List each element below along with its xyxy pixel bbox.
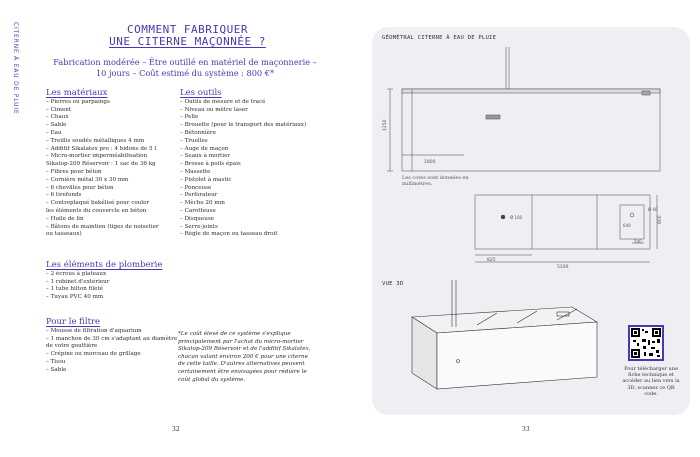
filter-item: – Sable	[46, 366, 67, 373]
filter-item: – Tissu	[46, 358, 66, 365]
right-page	[350, 0, 700, 457]
plumbing-item: – Tuyau PVC 40 mm	[46, 294, 104, 301]
tool-item: – Pistolet à mastic	[180, 176, 232, 183]
plumbing-item: – 1 tube hilton fileté	[46, 286, 103, 293]
dim-hole-small: Ø 100	[510, 215, 523, 220]
hole-large	[630, 213, 634, 217]
material-item: ou tasseaux)	[46, 231, 82, 238]
front-elevation	[387, 47, 660, 171]
top-view	[475, 195, 657, 262]
dim-hole-large: Ø 40	[648, 207, 658, 212]
page-subtitle	[50, 57, 320, 79]
plumbing-list	[46, 271, 186, 302]
tool-item: – Brosse à poils épais	[180, 161, 241, 168]
material-item: – Pierres ou parpaings	[46, 98, 110, 105]
dim-hatch-w: 540	[634, 239, 642, 244]
dim-front-width: 1800	[424, 160, 436, 165]
chapter-tab	[8, 22, 22, 132]
dim-front-height: 1250	[383, 119, 388, 131]
qr-caption: Pour télécharger une fiche technique et accéder au lien vers la 3D, scannez ce QR code.	[622, 366, 680, 397]
plumbing-section	[46, 262, 186, 302]
filter-section	[46, 319, 186, 375]
filter-list	[46, 328, 186, 375]
tool-item: – Outils de mesure et de tracé	[180, 98, 266, 105]
material-item: – Bâtons de maintien (tiges de noisetier	[46, 223, 159, 230]
tools-heading: Les outils	[180, 88, 222, 98]
material-item: – Fibres pour béton	[46, 168, 102, 175]
material-item: – Huile de lin	[46, 215, 84, 222]
materials-section	[46, 90, 176, 239]
filter-heading: Pour le filtre	[46, 317, 101, 327]
dim-top-depth: 800	[658, 215, 663, 224]
tool-item: – Truelles	[180, 137, 208, 144]
filter-item: de votre gouttière	[46, 343, 98, 350]
materials-list	[46, 99, 176, 239]
tool-item: – Ponceuse	[180, 184, 212, 191]
qr-code[interactable]	[628, 325, 664, 361]
tool-item: – Disqueuse	[180, 215, 214, 222]
tool-item: – Seaux à mortier	[180, 153, 231, 160]
filter-item: – 1 manchon de 30 cm s'adaptant au diamètre	[46, 335, 178, 342]
tool-item: – Carotteuse	[180, 207, 216, 214]
materials-heading: Les matériaux	[46, 88, 108, 98]
material-item: les éléments du couvercle en béton	[46, 207, 147, 214]
dim-hatch-h: 640	[623, 223, 631, 228]
dimensions-note: Les cotes sont données en millimètres.	[402, 175, 469, 188]
tool-item: – Règle de maçon ou tasseau droit	[180, 231, 278, 238]
view-3d-label: VUE 3D	[382, 281, 404, 287]
material-item: – Eau	[46, 129, 62, 136]
subtitle-line-2: 10 jours – Coût estimé du système : 800 €*	[95, 68, 275, 78]
material-item: – Treillis soudés métalliques 4 mm	[46, 137, 145, 144]
tool-item: – Brouette (pour le transport des matériaux)	[180, 122, 307, 129]
plumbing-heading: Les éléments de plomberie	[46, 260, 163, 270]
front-outline	[402, 89, 660, 171]
material-item: – 6 chevilles pour béton	[46, 184, 114, 191]
page-number-left: 32	[172, 426, 180, 433]
material-item: – Micro-mortier imperméabilisation	[46, 153, 148, 160]
hatch	[620, 205, 644, 239]
dim-left-offset: 825	[487, 258, 496, 263]
plan-title: GÉOMÉTRAL CITERNE À EAU DE PLUIE	[382, 35, 497, 41]
material-item: – Cornière métal 30 x 30 mm	[46, 176, 129, 183]
hole-small	[501, 215, 505, 219]
cost-footnote: *Le coût élevé de ce système s'explique principalement par l'achat du micro-mortier Sikatop-209 Réservoir et de l'additif Sikalatex, chacun valant environ 200 € pour une citerne de cette taille. D'autres alternatives peuvent certainement être envisagées pour réduire le coût global du système.	[178, 331, 311, 383]
3d-view	[412, 280, 597, 389]
material-item: – Contreplaqué bakélisé pour couler	[46, 200, 150, 207]
tool-item: – Mèche 20 mm	[180, 200, 225, 207]
material-item: Sikatop-209 Réservoir : 1 sac de 36 kg	[46, 161, 156, 168]
tool-item: – Niveau ou mètre laser	[180, 106, 248, 113]
material-item: – Chaux	[46, 114, 69, 121]
material-item: – Ciment	[46, 106, 72, 113]
tool-item: – Perforateur	[180, 192, 218, 199]
tool-item: – Bétonnière	[180, 129, 216, 136]
dim-top-width: 5100	[557, 265, 569, 270]
material-item: – Sable	[46, 122, 67, 129]
tool-item: – Massette	[180, 168, 211, 175]
tools-section	[180, 90, 320, 239]
chapter-tab-label: CITERNE À EAU DE PLUIE	[12, 22, 19, 115]
material-item: – Additif Sikalatex pro : 4 bidons de 5 l	[46, 145, 157, 152]
plumbing-item: – 1 robinet d'extérieur	[46, 278, 110, 285]
plumbing-item: – 2 écrous à plateaux	[46, 270, 107, 277]
tool-item: – Serre-joints	[180, 223, 218, 230]
filter-item: – Mousse de filtration d'aquarium	[46, 327, 142, 334]
page-number-right: 33	[522, 426, 530, 433]
subtitle-line-1: Fabrication modérée – Être outillé en matériel de maçonnerie –	[53, 57, 317, 67]
tools-list	[180, 99, 320, 239]
top-outline	[475, 195, 650, 249]
plan-panel	[372, 27, 690, 415]
page-title	[60, 24, 315, 48]
title-line-2: UNE CITERNE MAÇONNÉE ?	[109, 35, 266, 48]
tool-item: – Auge de maçon	[180, 145, 229, 152]
tool-item: – Pelle	[180, 114, 199, 121]
title-line-1: COMMENT FABRIQUER	[126, 23, 249, 36]
filter-item: – Crépine ou morceau de grillage	[46, 351, 141, 358]
material-item: – 6 tirefonds	[46, 192, 82, 199]
qr-pattern-icon	[630, 327, 662, 359]
